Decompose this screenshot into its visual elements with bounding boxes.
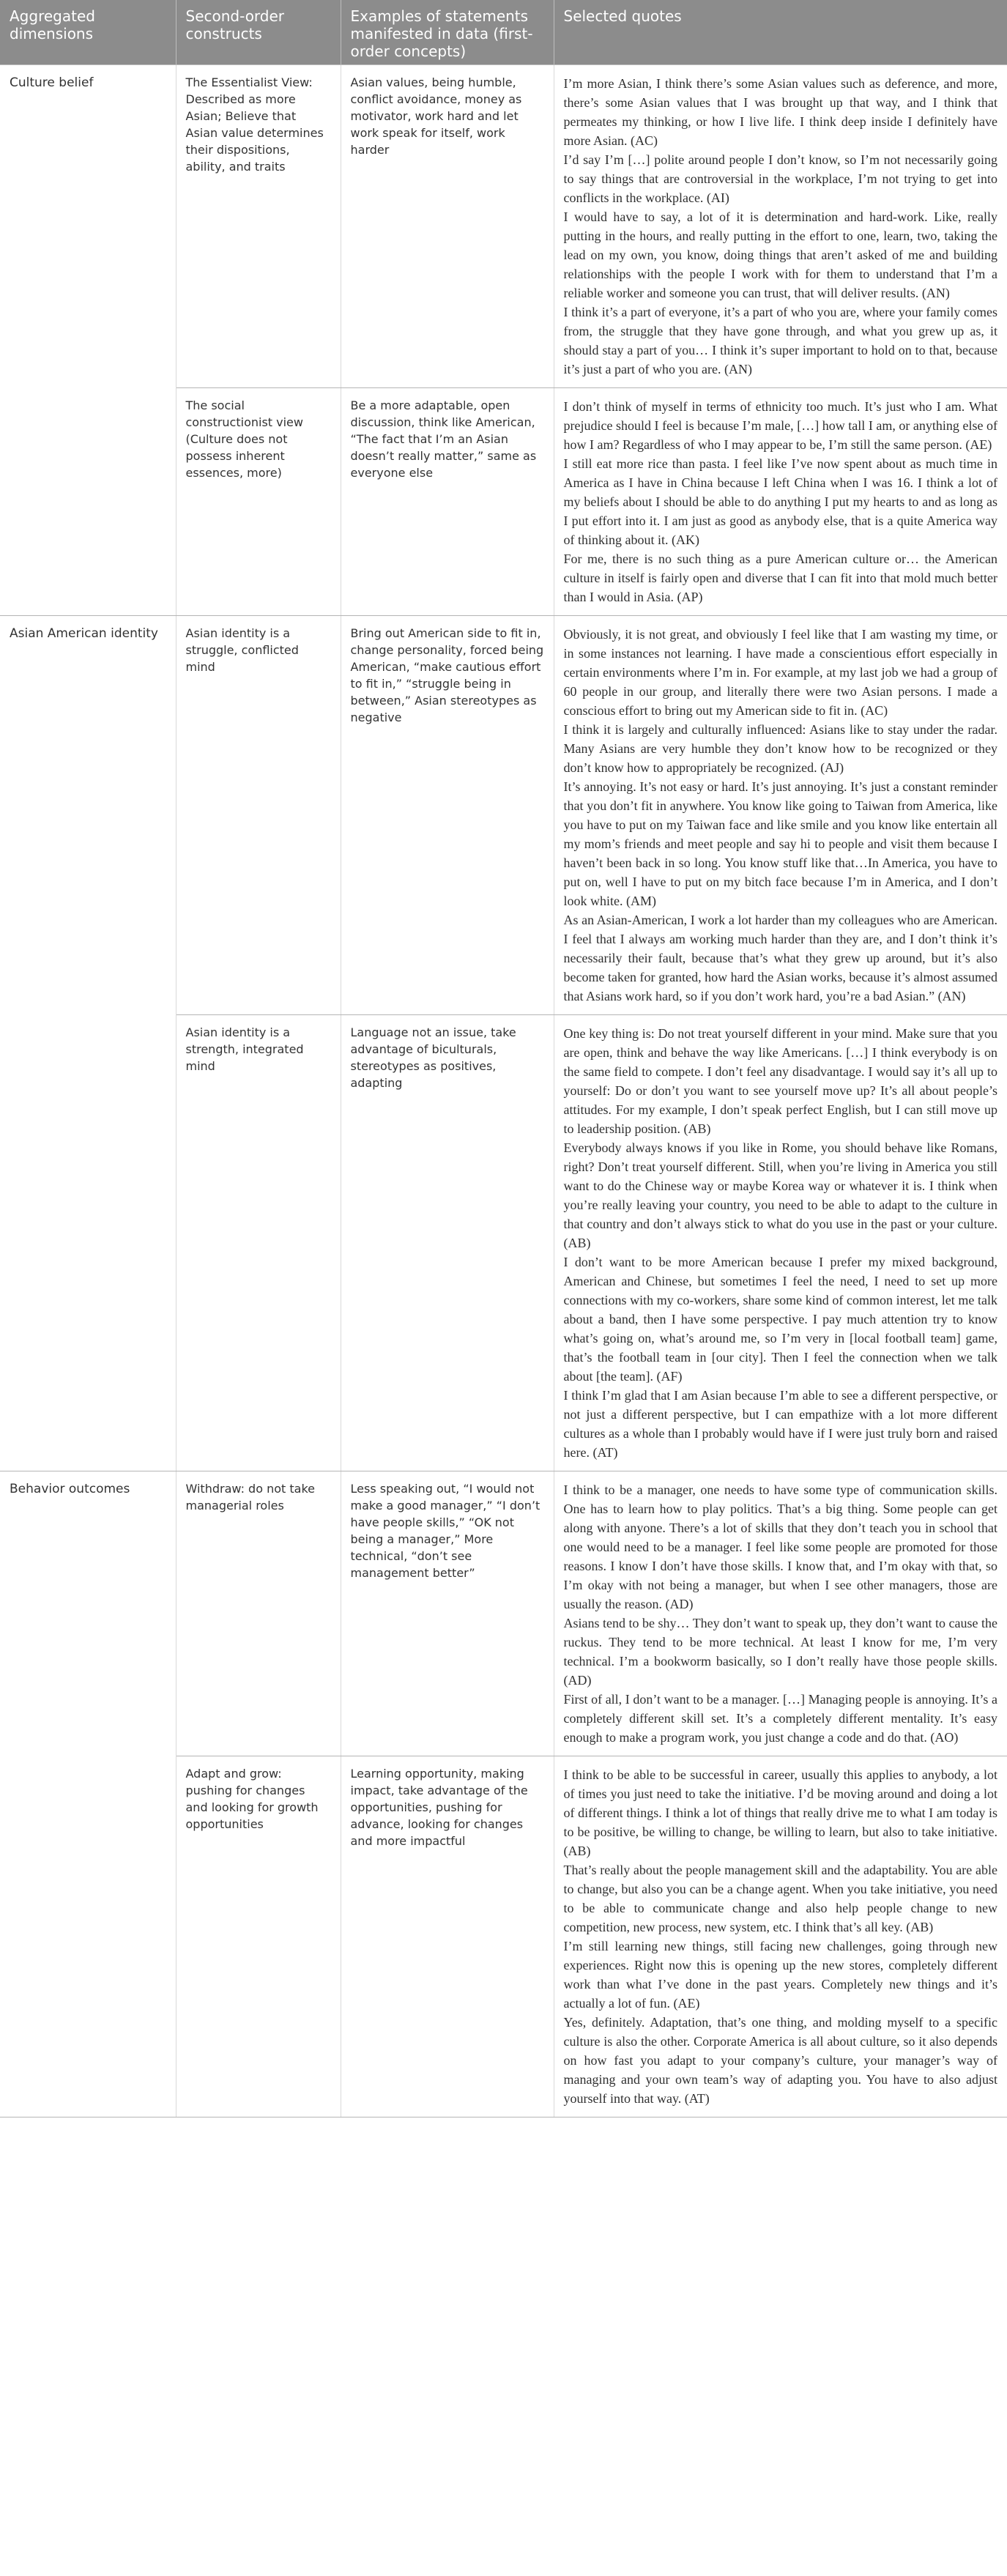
selected-quotes-cell [554, 388, 1007, 616]
table-row [0, 1471, 1007, 1756]
quote-paragraph: Obviously, it is not great, and obviously I feel like that I am wasting my time, or in some instances not learning. I have made a conscientious effort especially in certain environments where I’m in. For example, at my last job we had a group of 60 people in our group, and literally there were two Asian persons. I made a conscious effort to bring out my American side to fit in. (AC) [563, 627, 997, 718]
quote-paragraph: I’m still learning new things, still facing new challenges, going through new experiences. Right now this is opening up the new stores, completely different work than what I’ve done in the past years. Completely new things and it’s actually a lot of fun. (AE) [563, 1939, 997, 2011]
quote-paragraph: I still eat more rice than pasta. I feel like I’ve now spent about as much time in America as I have in China because I left China when I was 16. I think a lot of my beliefs about I should be able to do anything I put my hearts to and as long as I put effort into it. I am just as good as anybody else, that is a quite America way of thinking about it. (AK) [563, 456, 997, 547]
second-order-construct-cell: Asian identity is a strength, integrated mind [176, 1015, 341, 1471]
selected-quotes-cell [554, 1015, 1007, 1471]
first-order-examples-cell: Asian values, being humble, conflict avoidance, money as motivator, work hard and let work speak for itself, work harder [341, 65, 554, 388]
quote-paragraph: I don’t think of myself in terms of ethnicity too much. It’s just who I am. What prejudice should I feel is because I’m male, […] how tall I am, or anything else of how I am? Regardless of who I may appear to be, I’m still the same person. (AE) [563, 399, 997, 452]
quote-paragraph: I would have to say, a lot of it is determination and hard-work. Like, really putting in the hours, and really putting in the effort to one, learn, two, taking the lead on my own, you know, doing things that aren’t asked of me and building relationships with the people I work with for them to understand that I’m a reliable worker and someone you can trust, that will deliver results. (AN) [563, 209, 997, 300]
first-order-examples-cell: Bring out American side to fit in, change personality, forced being American, “make cautious effort to fit in,” “struggle being in between,” Asian stereotypes as negative [341, 616, 554, 1015]
quote-paragraph: First of all, I don’t want to be a manager. […] Managing people is annoying. It’s a completely different skill set. It’s a completely different mentality. It’s easy enough to make a program work, you just change a code and do that. (AO) [563, 1692, 997, 1745]
quote-paragraph: Asians tend to be shy… They don’t want to speak up, they don’t want to cause the ruckus. They tend to be more technical. At least I know for me, I’m very technical. I’m a bookworm basically, so I don’t really have those people skills. (AD) [563, 1616, 997, 1688]
quote-paragraph: I think to be able to be successful in career, usually this applies to anybody, a lot of times you just need to take the initiative. I’d be moving around and doing a lot of different things. I think a lot of things that really drive me to what I am today is to be positive, be willing to change, be willing to learn, but also to take initiative. (AB) [563, 1767, 997, 1858]
selected-quotes-cell [554, 1471, 1007, 1756]
quote-paragraph: I’m more Asian, I think there’s some Asian values such as deference, and more, there’s some Asian values that I was brought up that way, and I think that permeates my thinking, or how I live life. I think deep inside I definitely have more Asian. (AC) [563, 76, 997, 148]
quote-paragraph: For me, there is no such thing as a pure American culture or… the American culture in itself is fairly open and diverse that I can fit into that mold much better than I would in Asia. (AP) [563, 552, 997, 604]
aggregated-dimension-cell: Asian American identity [0, 616, 176, 1471]
second-order-construct-cell: Asian identity is a struggle, conflicted mind [176, 616, 341, 1015]
quote-paragraph: One key thing is: Do not treat yourself different in your mind. Make sure that you are open, think and behave the way like Americans. […] I think everybody is on the same field to compete. I don’t feel any disadvantage. I would say it’s all up to yourself: Do or don’t you want to see yourself move up? It’s all about people’s attitudes. For my example, I don’t speak perfect English, but I can still move up to leadership position. (AB) [563, 1026, 997, 1136]
second-order-construct-cell: Withdraw: do not take managerial roles [176, 1471, 341, 1756]
quote-paragraph: I think I’m glad that I am Asian because I’m able to see a different perspective, or not just a different perspective, but I can empathize with a lot more different cultures as a whole than I probably would have if I were just truly born and raised here. (AT) [563, 1388, 997, 1460]
aggregated-dimension-cell: Behavior outcomes [0, 1471, 176, 2117]
quote-paragraph: I think it’s a part of everyone, it’s a part of who you are, where your family comes from, the struggle that they have gone through, and what you grew up as, it should stay a part of you… I think it’s super important to hold on to that, because it’s just a part of who you are. (AN) [563, 305, 997, 376]
first-order-examples-cell: Language not an issue, take advantage of biculturals, stereotypes as positives, adapting [341, 1015, 554, 1471]
selected-quotes-cell [554, 65, 1007, 388]
table-row [0, 65, 1007, 388]
quote-paragraph: I don’t want to be more American because I prefer my mixed background, American and Chinese, but sometimes I feel the need, I need to set up more connections with my co-workers, share some kind of common interest, let me talk about a band, then I have some perspective. I pay much attention try to know what’s going on, what’s around me, so I’m very in [local football team] game, that’s the football team in [our city]. Then I feel the connection when we talk about [the team]. (AF) [563, 1255, 997, 1384]
second-order-construct-cell: The social constructionist view (Culture does not possess inherent essences, more) [176, 388, 341, 616]
quote-paragraph: I think it is largely and culturally influenced: Asians like to stay under the radar. Many Asians are very humble they don’t know how to be recognized or they don’t know how to appropriately be recognized. (AJ) [563, 722, 997, 775]
header-aggregated-dimensions: Aggregated dimensions [0, 0, 176, 65]
quote-paragraph: Yes, definitely. Adaptation, that’s one thing, and molding myself to a specific culture is also the other. Corporate America is all about culture, so it also depends on how fast you adapt to your company’s culture, your manager’s way of managing and your own team’s way of adapting you. You have to also adjust yourself into that way. (AT) [563, 2015, 997, 2106]
table-row [0, 616, 1007, 1015]
second-order-construct-cell: The Essentialist View: Described as more Asian; Believe that Asian value determines their dispositions, ability, and traits [176, 65, 341, 388]
quote-paragraph: I think to be a manager, one needs to have some type of communication skills. One has to learn how to play politics. That’s a big thing. Some people can get along with anyone. There’s a lot of skills that they don’t teach you in school that one would need to be a manager. I feel like some people are promoted for those reasons. I know I don’t have those skills. I know that, and I’m okay with that, so I’m okay with not being a manager, but when I see other managers, those are usually the reason. (AD) [563, 1482, 997, 1611]
quote-paragraph: As an Asian-American, I work a lot harder than my colleagues who are American. I feel that I always am working much harder than they are, and I don’t think it’s necessarily their fault, because that’s what they grew up around, but it’s also become taken for granted, how hard the Asian works, because it’s almost assumed that Asians work hard, so if you don’t work hard, you’re a bad Asian.” (AN) [563, 913, 997, 1003]
first-order-examples-cell: Less speaking out, “I would not make a good manager,” “I don’t have people skills,” “OK not being a manager,” More technical, “don’t see management better” [341, 1471, 554, 1756]
quote-paragraph: That’s really about the people management skill and the adaptability. You are able to change, but also you can be a change agent. When you take initiative, you need to be able to communicate change and also help people change to new competition, new process, new system, etc. I think that’s all key. (AB) [563, 1863, 997, 1934]
table-body [0, 65, 1007, 2117]
selected-quotes-cell [554, 616, 1007, 1015]
quote-paragraph: It’s annoying. It’s not easy or hard. It’s just annoying. It’s just a constant reminder that you don’t fit in anywhere. You know like going to Taiwan from America, like you have to put on my Taiwan face and like smile and you know like entertain all my mom’s friends and meet people and say hi to people and visit them because I haven’t been back in so long. You know stuff like that…In America, you have to put on, well I have to put on my bitch face because I’m in America, and I don’t look white. (AM) [563, 779, 997, 908]
header-second-order-constructs: Second-order constructs [176, 0, 341, 65]
header-row [0, 0, 1007, 65]
second-order-construct-cell: Adapt and grow: pushing for changes and looking for growth opportunities [176, 1756, 341, 2117]
quote-paragraph: I’d say I’m […] polite around people I don’t know, so I’m not necessarily going to say things that are controversial in the workplace, I’m not trying to get into conflicts in the workplace. (AI) [563, 152, 997, 205]
aggregated-dimension-cell: Culture belief [0, 65, 176, 616]
header-selected-quotes: Selected quotes [554, 0, 1007, 65]
first-order-examples-cell: Learning opportunity, making impact, take advantage of the opportunities, pushing for advance, looking for changes and more impactful [341, 1756, 554, 2117]
selected-quotes-cell [554, 1756, 1007, 2117]
first-order-examples-cell: Be a more adaptable, open discussion, think like American, “The fact that I’m an Asian doesn’t really matter,” same as everyone else [341, 388, 554, 616]
quote-paragraph: Everybody always knows if you like in Rome, you should behave like Romans, right? Don’t treat yourself different. Still, when you’re living in America you still want to do the Chinese way or maybe Korea way or whatever it is. I think when you’re really leaving your country, you need to be able to adapt to the culture in that country and don’t always stick to what do you use in the past or your culture. (AB) [563, 1140, 997, 1250]
table-header [0, 0, 1007, 65]
header-examples-of-statements: Examples of statements manifested in data (first-order concepts) [341, 0, 554, 65]
